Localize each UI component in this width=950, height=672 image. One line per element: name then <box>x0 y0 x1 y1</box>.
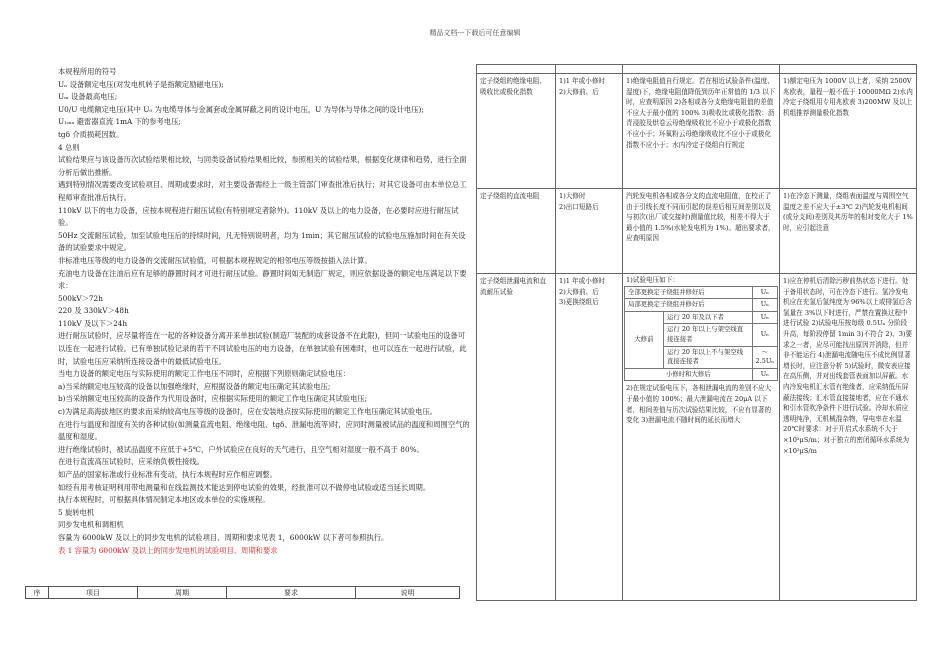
left-paragraph: c)为满足高海拔地区的要求而采纳较高电压等级的设备时，应在安装地点按实际使用的额定工作电压确定其试验电压。 <box>58 407 438 417</box>
left-paragraph: 50Hz 交流耐压试验，加至试验电压后的持续时间，凡无特别说明者，均为 1min；其它耐压试验的试验电压施加时间在有关设备的试验要求中规定。 <box>58 230 466 253</box>
row-note: 1)应在停机后清除污秽前热状态下进行。处于备用状态时，可在冷态下进行。氢冷发电机应在充氢后氢纯度为 96%以上或排氢后含氢量在 3%以下时进行，严禁在置换过程中进行试验 2)试验电压按每级 0.5Uₙ 分阶段升高，每阶段停留 1min 3)不符合 2)、3)要求之一者，应尽可能找出原因并消除，但并非不能运行 4)泄漏电流随电压不成比例显著增长时，应注意分析 5)试验时，微安表应接在高压侧，并对出线套管表面加以屏蔽。水内冷发电机汇水管有绝缘者，应采纳低压屏蔽法接线；汇水管直接接地者，应在不通水和引水管吹净条件下进行试验。冷却水质应透明纯净，无机械混杂物，导电率在水温 20℃时要求：对于开启式水系统不大于 ×10²μS/m；对于独立的密闭循环水系统为 ×10²μS/m <box>780 274 917 601</box>
col-note: 说明 <box>356 587 460 599</box>
table1-caption: 表 1 容量为 6000kW 及以上的同步发电机的试验项目、周期和要求 <box>58 545 278 555</box>
left-paragraph: 在进行与温度和湿度有关的各种试验(如测量直流电阻、绝缘电阻、tgδ、泄漏电流等)时，应同时测量被试品的温度和周围空气的温度和湿度。 <box>58 419 470 442</box>
left-paragraph: 220 及 330kV＞48h <box>58 306 129 316</box>
left-paragraph: 本规程所用的符号 <box>58 67 117 76</box>
table1-header <box>25 586 460 599</box>
row-req: 1)绝缘电阻值自行规定。若在相近试验条件(温度、湿度)下，绝缘电阻值降低到历年正常值的 1/3 以下时，应查明原因 2)各相或各分支绝缘电阻值的差值不应大于最小值的 100% 3)吸收比或极化指数：沥青浸胶及烘卷云母绝缘吸收比不应小于或极化指数不应小于；环氧粉云母绝缘吸收比不应小于或极化指数不应小于；水内冷定子绕组自行规定 <box>623 74 780 189</box>
row-note: 1)额定电压为 1000V 以上者，采纳 2500V 兆欧表，量程一般不低于 10000MΩ 2)水内冷定子绕组用专用兆欧表 3)200MW 及以上机组推荐测量极化指数 <box>780 74 917 189</box>
row-period: 1)1 年或小修时 2)大修前、后 <box>556 74 623 189</box>
left-paragraph: 4 总则 <box>58 142 80 152</box>
left-paragraph: 进行绝缘试验时，被试品温度不应低于+5℃，户外试验应在良好的天气进行，且空气相对湿度一般不高于 80%。 <box>58 444 424 454</box>
row-req: 1)试验电压如下： 全部更换定子绕组并修好后 Uₙ 局部更换定子绕组并修好后 Uₙ 大修前 运行 20 年及以下者 Uₙ 运行 20 年以上与架空线直接连接者 Uₙ 运行 20 年以上不与架空线直接连接者 ～2.5Uₙ 小修时和大修后 Uₙ 2)在规定试验电压下，各相泄漏电流的差别不应大于最小值的 100%；最大泄漏电流在 20μA 以下者，相间差值与历次试验结果比较，不应有显著的变化 3)泄漏电流不随时间的延长而增大 <box>623 274 780 601</box>
left-paragraph: Uₙ 设备额定电压(对发电机转子是指额定励磁电压); <box>58 79 224 89</box>
left-paragraph: Uₘ 设备最高电压; <box>58 92 118 102</box>
left-paragraph: 容量为 6000kW 及以上的同步发电机的试验项目、周期和要求见表 1，6000kW 以下者可参照执行。 <box>58 532 389 542</box>
row-item: 定子绕组的直流电阻 <box>477 189 556 274</box>
left-paragraph: 如经有用考核证明利用带电测量和在线监测技术能达到停电试验的效果，经批准可以不做停电试验或适当延长周期。 <box>58 482 431 492</box>
voltage-table: 全部更换定子绕组并修好后 Uₙ 局部更换定子绕组并修好后 Uₙ 大修前 运行 20 年及以下者 Uₙ 运行 20 年以上与架空线直接连接者 Uₙ 运行 20 年以上不与架空线直接连接者 ～2.5Uₙ 小修时和大修后 Uₙ <box>624 286 778 382</box>
left-paragraph: b)当采纳额定电压较高的设备作为代用设备时，应根据实际使用的额定工作电压确定其试验电压; <box>58 394 368 404</box>
left-paragraph: 500kV＞72h <box>58 293 103 303</box>
row-item: 定子绕组的绝缘电阻、吸收比或极化指数 <box>477 74 556 189</box>
left-paragraph: 110kV 及以下＞24h <box>58 318 128 328</box>
left-paragraph: 同步发电机和调相机 <box>58 520 124 530</box>
left-paragraph: U₁ₘₐ 避雷器直流 1mA 下的参考电压; <box>58 117 181 127</box>
left-paragraph: U0/U 电缆额定电压(其中 U₀ 为电缆导体与金属套或金属屏蔽之间的设计电压，U 为导体与导体之间的设计电压); <box>58 104 424 114</box>
row-note: 1)在冷态下测量，绕组表面温度与周围空气温度之差不应大于±3℃ 2)汽轮发电机相间(或分支间)差别及其历年的相对变化大于 1%时，应引起注意 <box>780 189 917 274</box>
table-row <box>477 74 917 189</box>
col-seq: 序 <box>26 587 49 599</box>
left-paragraph: 进行耐压试验时，应尽量将连在一起的各种设备分离开来单独试验(制造厂装配的成套设备不在此限)，但同一试验电压的设备可以连在一起进行试验。已有单独试验记录的若干不同试验电压的电力设备，在单独试验有困难时，也可以连在一起进行试验，此时，试验电压应采纳所连接设备中的最低试验电压。 <box>58 331 467 366</box>
left-paragraph: 充油电力设备在注油后应有足够的静置时间才可进行耐压试验。静置时间如无制造厂规定，则应依据设备的额定电压满足以下要求： <box>58 268 467 291</box>
left-paragraph: a)当采纳额定电压较高的设备以加强绝缘时，应根据设备的额定电压确定其试验电压; <box>58 381 331 391</box>
row-period: 1)1 年或小修时 2)大修前、后 3)更换绕组后 <box>556 274 623 601</box>
left-paragraph: 5 旋转电机 <box>58 507 95 517</box>
left-paragraph: 如产品的国家标准或行业标准有变动，执行本规程时应作相应调整。 <box>58 470 277 479</box>
left-paragraph: 执行本规程时，可根据具体情况制定本地区或本单位的实施规程。 <box>58 495 270 505</box>
row-item: 定子绕组泄漏电流和直流耐压试验 <box>477 274 556 601</box>
left-column <box>58 66 470 557</box>
table-row <box>477 189 917 274</box>
row-period: 1)大修时 2)出口短路后 <box>556 189 623 274</box>
left-paragraph: 110kV 以下的电力设备，应按本规程进行耐压试验(有特别规定者除外)。110kV 及以上的电力设备，在必要时应进行耐压试验。 <box>58 205 459 228</box>
left-paragraph: 当电力设备的额定电压与实际使用的额定工作电压不同时，应根据下列原则确定试验电压： <box>58 369 350 379</box>
col-period: 周期 <box>138 587 227 599</box>
left-paragraph: 在进行直流高压试验时，应采纳负极性接线。 <box>58 457 204 467</box>
left-paragraph: 试验结果应与该设备历次试验结果相比较，与同类设备试验结果相比较，参照相关的试验结果，根据变化规律和趋势，进行全面分析后做出推断。 <box>58 155 467 177</box>
row-req: 汽轮发电机各相或各分支的直流电阻值，在校正了由于引线长度不同而引起的误差后相互间差别以及与初次(出厂或交接时)测量值比较，相差不得大于最小值的 1.5%(水轮发电机为 1%)。超出要求者，应查明原因 <box>623 189 780 274</box>
page-header: 精品文档---下载后可任意编辑 <box>429 29 521 37</box>
left-paragraph: 非标准电压等级的电力设备的交流耐压试验值，可根据本规程规定的相邻电压等级按插入法计算。 <box>58 255 372 265</box>
left-paragraph: tgδ 介质损耗因数。 <box>58 129 124 139</box>
left-paragraph: 遇到特别情况需要改变试验项目、周期或要求时，对主要设备需经上一级主管部门审查批准后执行；对其它设备可由本单位总工程师审查批准后执行。 <box>58 180 467 202</box>
col-item: 项目 <box>49 587 138 599</box>
col-req: 要求 <box>227 587 356 599</box>
table1-body <box>476 64 917 601</box>
table-row <box>477 274 917 601</box>
